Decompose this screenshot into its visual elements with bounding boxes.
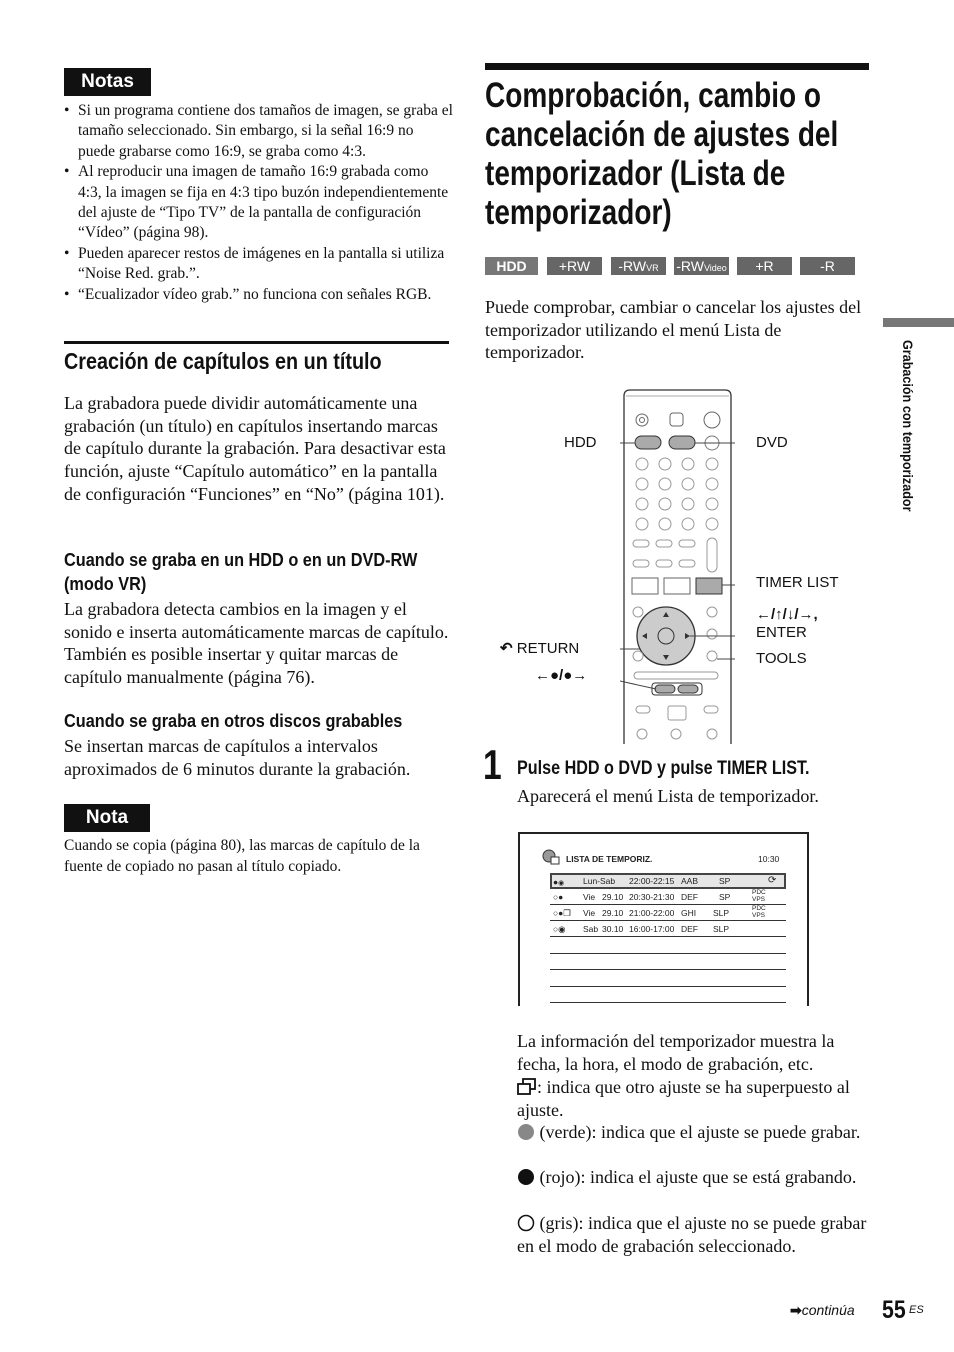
continua-label: ➡continúa: [790, 1302, 855, 1318]
row-date: 30.10: [602, 924, 624, 934]
notas-list: [64, 101, 454, 305]
step-body: Aparecerá el menú Lista de temporizador.: [517, 786, 819, 806]
row-mode: SLP: [713, 908, 730, 918]
label-arrows: ←/↑/↓/→,: [756, 606, 818, 623]
notas-label: Notas: [64, 68, 151, 96]
subheading-hdd-dvdrw: Cuando se graba en un HDD o en un DVD-RW: [64, 549, 418, 570]
side-tab-bar: [883, 318, 954, 327]
row-mode: SLP: [713, 924, 730, 934]
row-time: 22:00-22:15: [629, 876, 675, 886]
label-enter: ENTER: [756, 624, 807, 641]
notas-item: • Si un programa contiene dos tamaños de imagen, se graba el tamaño seleccionado. Sin embargo, si la señal 16:9 no puede grabarse como 16:9, se graba como 4:3.: [64, 101, 454, 162]
arrow-right-icon: ➡: [790, 1302, 802, 1318]
row-channel: GHI: [681, 908, 697, 918]
row-day: Sab: [583, 924, 599, 934]
explain-gray: (gris): indica que el ajuste no se puede grabar en el modo de grabación seleccionado.: [517, 1213, 867, 1256]
label-tools: TOOLS: [756, 650, 807, 667]
title-rule: [485, 63, 869, 70]
row-divider: [550, 969, 786, 970]
row-channel: DEF: [681, 924, 698, 934]
section-heading: Creación de capítulos en un título: [64, 348, 382, 374]
row-channel: DEF: [681, 892, 698, 902]
row-day: Vie: [583, 892, 596, 902]
row-divider: [550, 904, 786, 905]
step-number: 1: [483, 741, 502, 788]
subsection-body-hdd: La grabadora detecta cambios en la imagen y el sonido e inserta automáticamente marcas de capítulo. También es posible insertar y quitar marcas de capítulo manualmente (página 76).: [64, 599, 449, 688]
row-status-icons: ○●❐: [553, 908, 571, 918]
row-day: Vie: [583, 908, 596, 918]
row-time: 16:00-17:00: [629, 924, 675, 934]
badge-minus-r: -R: [800, 257, 855, 275]
row-mode: SP: [719, 892, 731, 902]
row-status-icons: ●◉: [553, 877, 565, 887]
section-body: La grabadora puede dividir automáticamente una grabación (un título) en capítulos insertando marcas de capítulo durante la grabación. Para desactivar esta función, ajuste “Capítulo automático” en la pantalla de configuración “Funciones” en “No” (página 101).: [64, 393, 446, 504]
label-skip: ←●/●→: [535, 667, 588, 684]
screen-clock: 10:30: [758, 854, 780, 864]
label-return: ↶ RETURN: [500, 640, 580, 657]
badge-minus-rw-vr: -RWVR: [611, 257, 666, 275]
row-date: 29.10: [602, 908, 624, 918]
section-rule: [64, 341, 449, 344]
remote-control-illustration: [620, 388, 735, 744]
timer-icon: [542, 848, 560, 866]
badge-minus-rw-video: -RWVideo: [674, 257, 729, 275]
label-dvd: DVD: [756, 434, 788, 451]
notas-item: • Pueden aparecer restos de imágenes en la pantalla si utiliza “Noise Red. grab.”.: [64, 244, 454, 285]
explain-overlap: : indica que otro ajuste se ha superpuesto al ajuste.: [517, 1077, 850, 1120]
row-time: 21:00-22:00: [629, 908, 675, 918]
repeat-icon: ⟳: [768, 875, 777, 886]
row-day: Lun-Sab: [583, 876, 616, 886]
badge-hdd: HDD: [485, 257, 538, 275]
nota-text: Cuando se copia (página 80), las marcas de capítulo de la fuente de copiado no pasan al título copiado.: [64, 837, 420, 875]
row-time: 20:30-21:30: [629, 892, 675, 902]
row-divider: [550, 986, 786, 987]
row-divider: [550, 936, 786, 937]
badge-plus-rw: +RW: [547, 257, 602, 275]
return-icon: ↶: [500, 640, 513, 657]
row-status-icons: ○◉: [553, 924, 566, 934]
label-timer-list: TIMER LIST: [756, 574, 839, 591]
timer-list-screen: [518, 832, 809, 1006]
subsection-body-other: Se insertan marcas de capítulos a intervalos aproximados de 6 minutos durante la grabación.: [64, 736, 411, 779]
overlap-icon: [517, 1078, 537, 1096]
subheading-other-discs: Cuando se graba en otros discos grabables: [64, 710, 403, 731]
explain-info: La información del temporizador muestra la fecha, la hora, el modo de grabación, etc.: [517, 1031, 835, 1074]
explain-red: (rojo): indica el ajuste que se está grabando.: [517, 1166, 877, 1189]
screen-title: LISTA DE TEMPORIZ.: [566, 854, 653, 864]
row-divider: [550, 953, 786, 954]
row-date: 29.10: [602, 892, 624, 902]
row-extra-pdc: PDC VPS: [752, 905, 766, 919]
row-channel: AAB: [681, 876, 699, 886]
page-title: Comprobación, cambio o cancelación de ajustes del temporizador (Lista de temporizador): [485, 76, 839, 232]
row-mode: SP: [719, 876, 731, 886]
intro-text: Puede comprobar, cambiar o cancelar los ajustes del temporizador utilizando el menú Lista de temporizador.: [485, 297, 862, 363]
notas-item: • Al reproducir una imagen de tamaño 16:9 grabada como 4:3, la imagen se fija en 4:3 tipo buzón independientemente del ajuste de “Tipo TV” de la pantalla de configuración “Vídeo” (página 98).: [64, 162, 454, 244]
label-hdd: HDD: [564, 434, 597, 451]
page-lang: ES: [909, 1304, 924, 1316]
row-divider: [550, 920, 786, 921]
nota-label: Nota: [64, 804, 150, 832]
step-title: Pulse HDD o DVD y pulse TIMER LIST.: [517, 758, 810, 779]
row-divider: [550, 1002, 786, 1003]
gray-circle-icon: [517, 1214, 535, 1232]
notas-item: • “Ecualizador vídeo grab.” no funciona con señales RGB.: [64, 285, 454, 305]
red-dot-icon: [517, 1168, 535, 1186]
row-extra-pdc: PDC VPS: [752, 889, 766, 903]
explain-green: (verde): indica que el ajuste se puede grabar.: [517, 1121, 877, 1144]
row-status-icons: ○●: [553, 892, 564, 902]
green-dot-icon: [517, 1123, 535, 1141]
side-tab-label: Grabación con temporizador: [900, 340, 916, 512]
subheading-hdd-dvdrw-line2: (modo VR): [64, 573, 147, 594]
badge-plus-r: +R: [737, 257, 792, 275]
page-number: 55: [882, 1296, 906, 1324]
